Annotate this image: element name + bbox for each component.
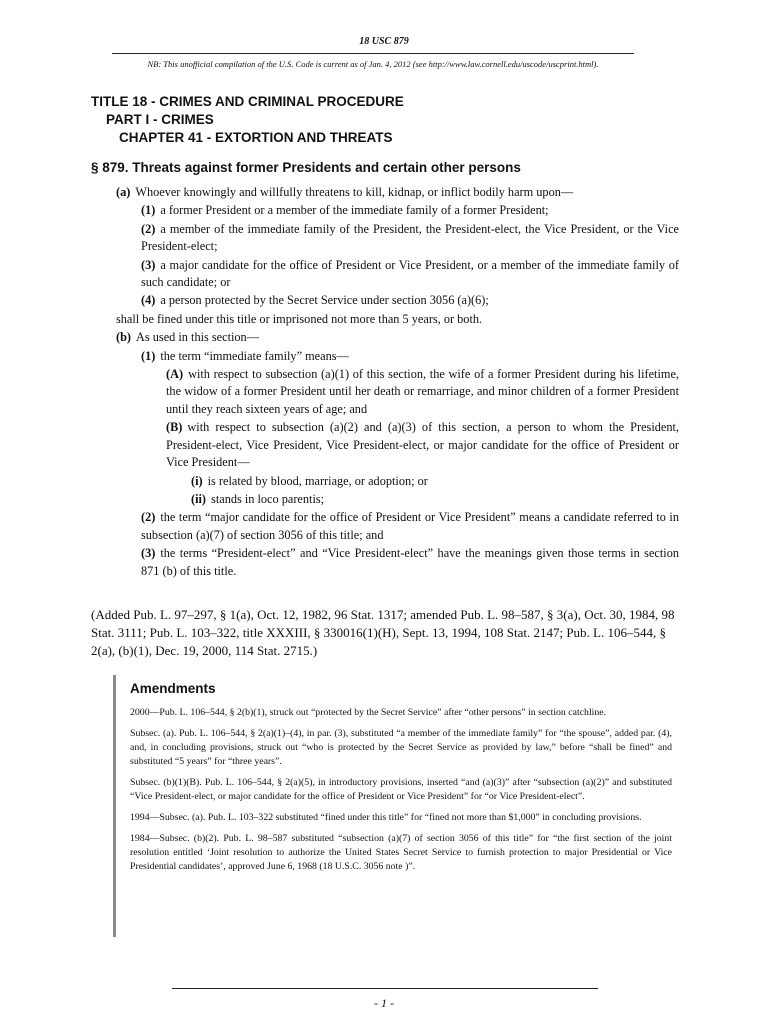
label-b2: (2) (141, 510, 156, 525)
amendment-note: 1994—Subsec. (a). Pub. L. 103–322 substituted “fined under this title” for “fined not more than $1,000” in concluding provisions. (130, 812, 642, 823)
subparagraph-b1B (91, 419, 679, 471)
label-a: (a) (116, 185, 131, 199)
text-b1B: with respect to subsection (a)(2) and (a)(3) of this section, a person to whom the President, President-elect, Vice President, Vice President-elect, or major candidate for the office of President or Vice President— (166, 420, 679, 470)
text-a: Whoever knowingly and willfully threatens to kill, kidnap, or inflict bodily harm upon— (135, 185, 574, 199)
part-heading: PART I - CRIMES (106, 112, 214, 127)
text-b1Bi: is related by blood, marriage, or adoption; or (207, 473, 428, 488)
page-number: - 1 - (374, 996, 394, 1010)
heading-block (91, 93, 404, 147)
label-b1Bi: (i) (191, 473, 203, 488)
paragraph-b1 (91, 348, 679, 365)
source-credits: (Added Pub. L. 97–297, § 1(a), Oct. 12, 1982, 96 Stat. 1317; amended Pub. L. 98–587, § 3(a), Oct. 30, 1984, 98 Stat. 3111; Pub. L. 103–322, title XXXIII, § 330016(1)(H), Sept. 13, 1994, 108 Stat. 2147; Pub. L. 106–544, § 2(a), (b)(1), Dec. 19, 2000, 114 Stat. 2715.) (91, 607, 675, 658)
text-b3: the terms “President-elect” and “Vice President-elect” have the meanings given those terms in section 871 (b) of this title. (141, 546, 679, 578)
paragraph-a4 (91, 292, 679, 309)
clause-b1Bi (91, 473, 679, 490)
label-b: (b) (116, 330, 132, 345)
amendment-note: Subsec. (b)(1)(B). Pub. L. 106–544, § 2(a)(5), in introductory provisions, inserted “and (a)(3)” after “subsection (a)(2)” and substituted “Vice President-elect, or major candidate for the office of President or Vice President” for “or Vice President-elect”. (130, 777, 672, 802)
label-a3: (3) (141, 257, 156, 272)
text-a1: a former President or a member of the immediate family of a former President; (160, 203, 549, 218)
text-b1A: with respect to subsection (a)(1) of this section, the wife of a former President during his lifetime, the widow of a former President until her death or remarriage, and minor children of a former President until they reach sixteen years of age; and (166, 367, 679, 416)
label-b1B: (B) (166, 420, 183, 435)
subparagraph-b1A (91, 366, 679, 418)
amendment-note: 2000—Pub. L. 106–544, § 2(b)(1), struck out “protected by the Secret Service” after “other persons” in section catchline. (130, 707, 607, 718)
label-a2: (2) (141, 221, 156, 236)
amendment-note: 1984—Subsec. (b)(2). Pub. L. 98–587 substituted “subsection (a)(7) of section 3056 of this title” for “the first section of the joint resolution entitled ‘Joint resolution to authorize the United States Secret Service to furnish protection to major Presidential or Vice Presidential candidates’, approved June 6, 1968 (18 U.S.C. 3056 note )”. (130, 833, 672, 872)
label-a1: (1) (141, 203, 156, 218)
running-head: 18 USC 879 (359, 36, 409, 47)
label-b1Bii: (ii) (191, 491, 207, 506)
label-b1: (1) (141, 348, 156, 363)
amendment-note: Subsec. (a). Pub. L. 106–544, § 2(a)(1)–(4), in par. (3), substituted “a member of the immediate family” for “the spouse”, added par. (4), and, in concluding provisions, struck out “who is protected by the Secret Service as provided by law,” before “shall be fined” and substituted “5 years” for “three years”. (130, 728, 672, 767)
paragraph-a1 (91, 202, 679, 219)
footer-rule (172, 988, 598, 989)
text-b1: the term “immediate family” means— (160, 348, 349, 363)
statute-body (91, 184, 679, 581)
text-a2: a member of the immediate family of the President, the President-elect, the Vice President, or the Vice President-elect; (141, 221, 679, 254)
text-b2: the term “major candidate for the office of President or Vice President” means a candidate referred to in subsection (a)(7) of section 3056 of this title; and (141, 510, 679, 542)
text-b1Bii: stands in loco parentis; (211, 491, 325, 506)
text-a3: a major candidate for the office of President or Vice President, or a member of the immediate family of such candidate; or (141, 257, 679, 290)
label-b1A: (A) (166, 367, 184, 382)
currency-note: NB: This unofficial compilation of the U.S. Code is current as of Jan. 4, 2012 (see http://www.law.cornell.edu/uscode/uscprint.html). (147, 59, 599, 69)
subsection-a (91, 184, 679, 201)
chapter-heading: CHAPTER 41 - EXTORTION AND THREATS (119, 130, 393, 145)
amendments-notes (113, 675, 672, 937)
clause-b1Bii (91, 491, 679, 508)
label-a4: (4) (141, 293, 156, 308)
paragraph-b3 (91, 545, 679, 580)
subsection-b (91, 329, 679, 346)
paragraph-a2 (91, 221, 679, 256)
subsection-a-tail: shall be fined under this title or imprisoned not more than 5 years, or both. (116, 311, 483, 326)
paragraph-a3 (91, 257, 679, 292)
label-b3: (3) (141, 546, 156, 561)
text-b: As used in this section— (136, 330, 259, 345)
amendments-title: Amendments (130, 681, 216, 696)
header-rule (112, 53, 634, 54)
text-a4: a person protected by the Secret Service under section 3056 (a)(6); (160, 293, 489, 308)
title-heading: TITLE 18 - CRIMES AND CRIMINAL PROCEDURE (91, 94, 404, 109)
paragraph-b2 (91, 509, 679, 544)
section-title: § 879. Threats against former Presidents and certain other persons (91, 160, 521, 175)
